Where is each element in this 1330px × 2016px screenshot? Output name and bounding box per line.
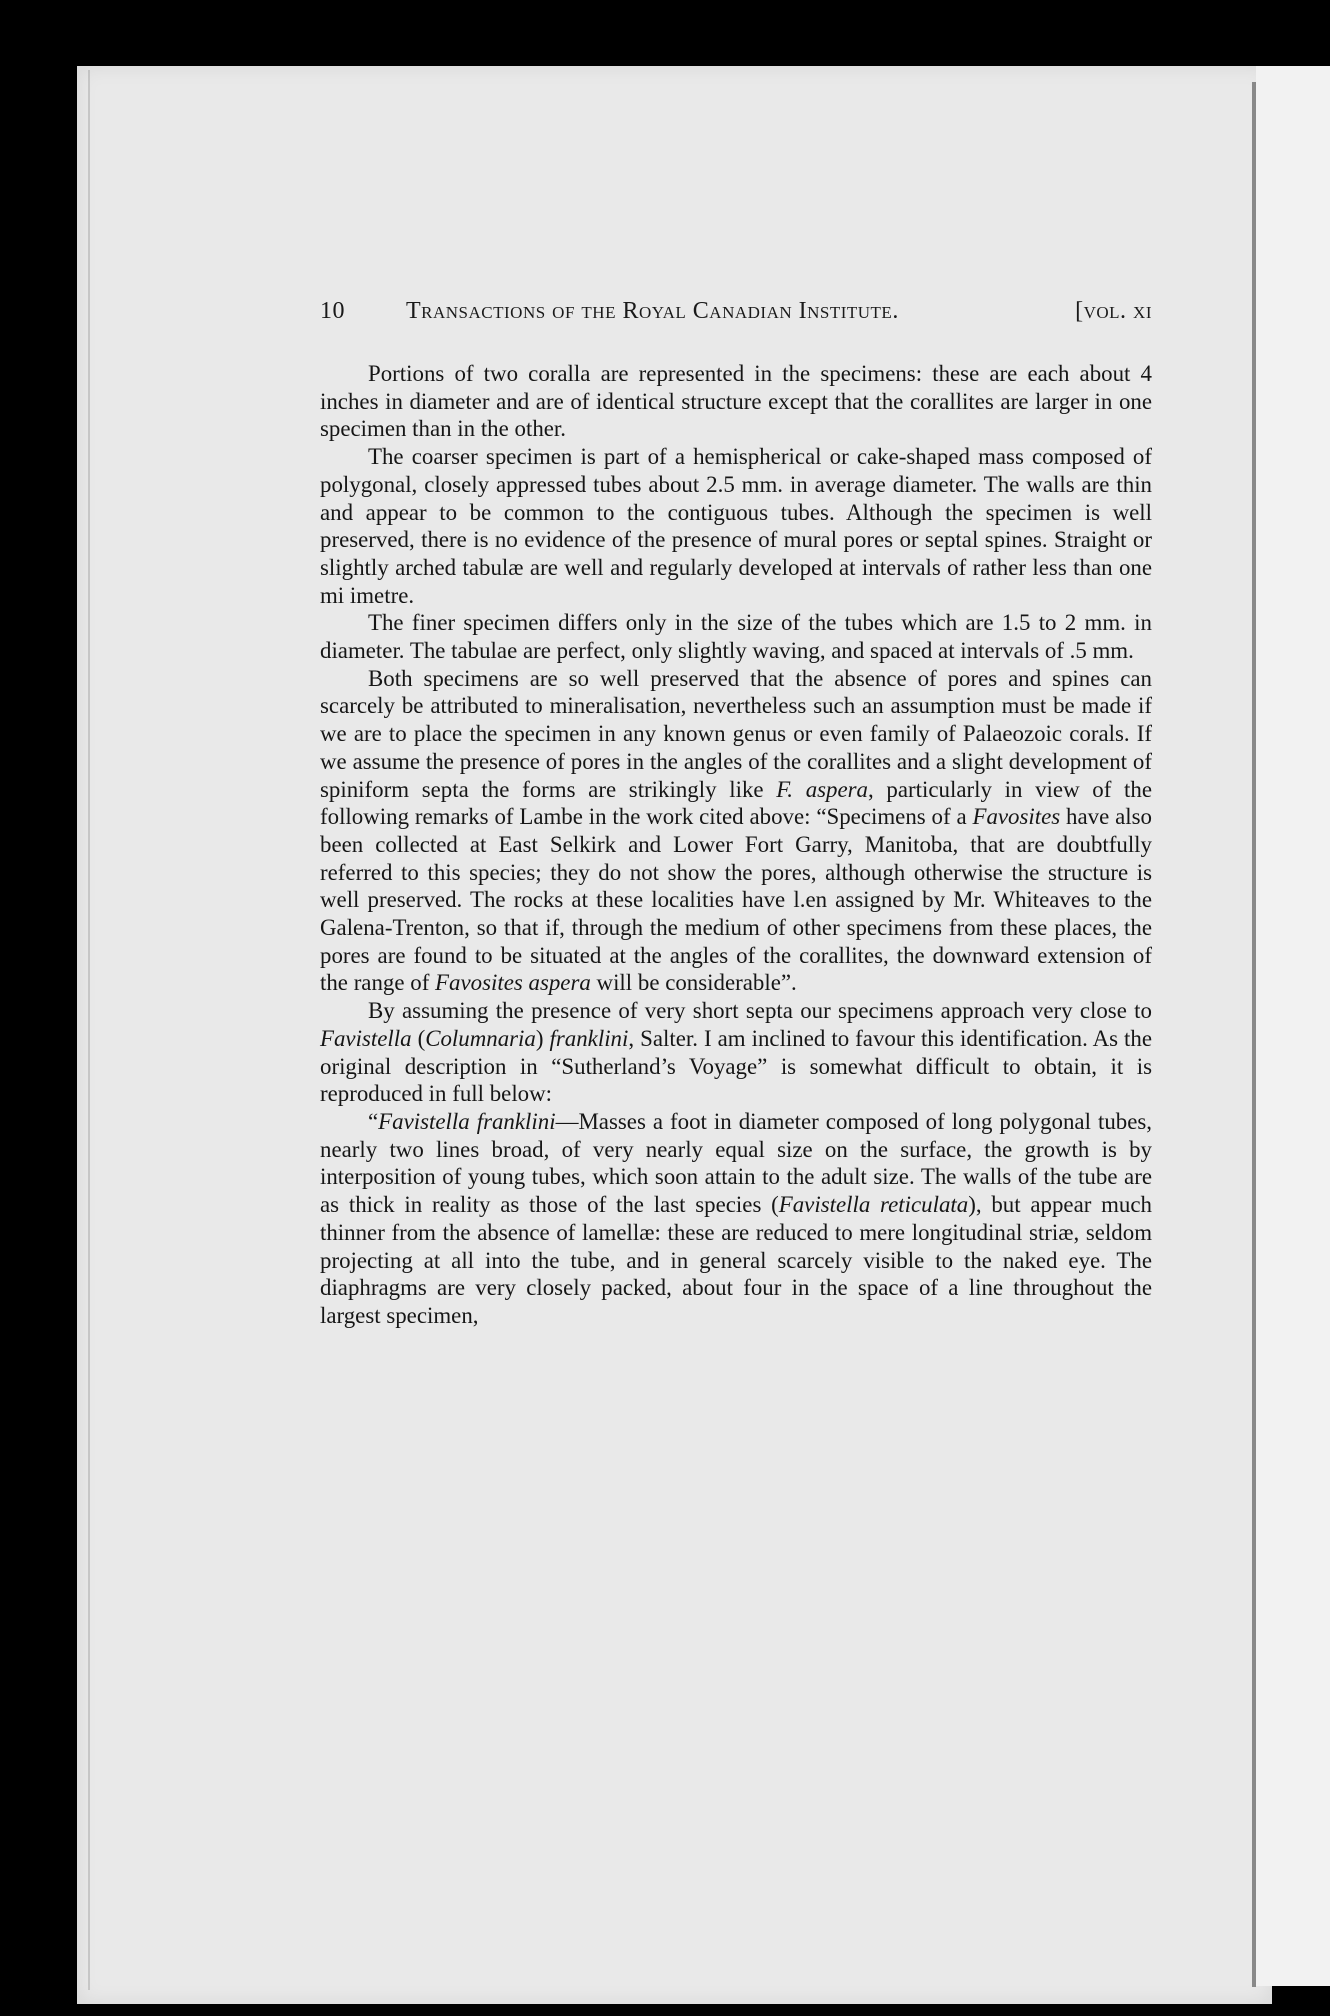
- text-run: ), but appear much thinner from the absence of lamellæ: these are reduced to mere longitudinal striæ, seldom projecting at all into the tube, and in general scarcely visible to the naked eye. The diaphragms are very closely packed, about four in the space of a line throughout the largest specimen,: [320, 1192, 1152, 1328]
- text-run: —Masses a foot in diameter composed of long polygonal tubes, nearly two lines broad, of very nearly equal size on the surface, the growth is by interposition of young tubes, which soon attain to the adult size. The walls of the tube are as thick in reality as those of the last species (: [320, 1108, 1152, 1218]
- text-run: will be considerable”.: [590, 970, 797, 996]
- page-left-shadow: [88, 70, 90, 1990]
- text-run: ): [535, 1025, 550, 1051]
- italic-text-run: Favosites: [972, 804, 1061, 830]
- text-run: Both specimens are so well preserved that the absence of pores and spines can scarcely be attributed to mineralisation, nevertheless such an assumption must be made if we are to place the specimen in any known genus or even family of Palaeozoic corals. If we assume the presence of pores in the angles of the corallites and a slight development of spiniform septa the forms are strikingly like: [320, 665, 1152, 802]
- text-run: have also been collected at East Selkirk and Lower Fort Garry, Manitoba, that are doubtfully referred to this species; they do not show the pores, although otherwise the structure is well preserved. The rocks at these localities have l.en assigned by Mr. Whiteaves to the Galena-Trenton, so that if, through the medium of other specimens from these places, the pores are found to be situated at the angles of the corallites, the downward extension of the range of: [320, 804, 1152, 996]
- text-run: The finer specimen differs only in the size of the tubes which are 1.5 to 2 mm. in diameter. The tabulae are perfect, only slightly waving, and spaced at intervals of .5 mm.: [320, 610, 1152, 664]
- text-run: Portions of two coralla are represented in the specimens: these are each about 4 inches in diameter and are of identical structure except that the corallites are larger in one specimen than in the other.: [320, 361, 1152, 442]
- text-run: , Salter. I am inclined to favour this identification. As the original description in “Sutherland’s Voyage” is somewhat difficult to obtain, it is reproduced in full below:: [320, 1025, 1152, 1107]
- italic-text-run: Favistella: [320, 1025, 412, 1051]
- volume-label: [vol. xi: [1075, 298, 1152, 324]
- running-head: [320, 298, 1152, 328]
- italic-text-run: F. aspera: [776, 776, 869, 802]
- italic-text-run: franklini: [549, 1025, 629, 1051]
- journal-title: Transactions of the Royal Canadian Institute.: [406, 298, 899, 324]
- paragraph-3: [320, 609, 1152, 664]
- text-run: The coarser specimen is part of a hemispherical or cake-shaped mass composed of polygonal, closely appressed tubes about 2.5 mm. in average diameter. The walls are thin and appear to be common to the contiguous tubes. Although the specimen is well preserved, there is no evidence of the presence of mural pores or septal spines. Straight or slightly arched tabulæ are well and regularly developed at intervals of rather less than one mi imetre.: [320, 444, 1152, 608]
- paragraph-2: [320, 443, 1152, 609]
- text-run: (: [411, 1025, 426, 1051]
- paragraph-1: [320, 360, 1152, 443]
- paragraph-4: [320, 665, 1152, 997]
- text-run: By assuming the presence of very short septa our specimens approach very close to: [368, 998, 1152, 1024]
- paragraph-5: [320, 997, 1152, 1108]
- italic-text-run: Favistella reticulata: [778, 1192, 969, 1218]
- body-text: [320, 360, 1152, 1330]
- italic-text-run: Favosites aspera: [435, 970, 591, 996]
- paragraph-6: [320, 1108, 1152, 1330]
- page-number: 10: [320, 298, 345, 324]
- facing-page-strip: [1256, 66, 1330, 1986]
- text-run: “: [368, 1108, 379, 1134]
- italic-text-run: Columnaria: [425, 1025, 536, 1051]
- italic-text-run: Favistella franklini: [378, 1108, 556, 1134]
- text-run: , particularly in view of the following remarks of Lambe in the work cited above: “Specimens of a: [320, 776, 1153, 830]
